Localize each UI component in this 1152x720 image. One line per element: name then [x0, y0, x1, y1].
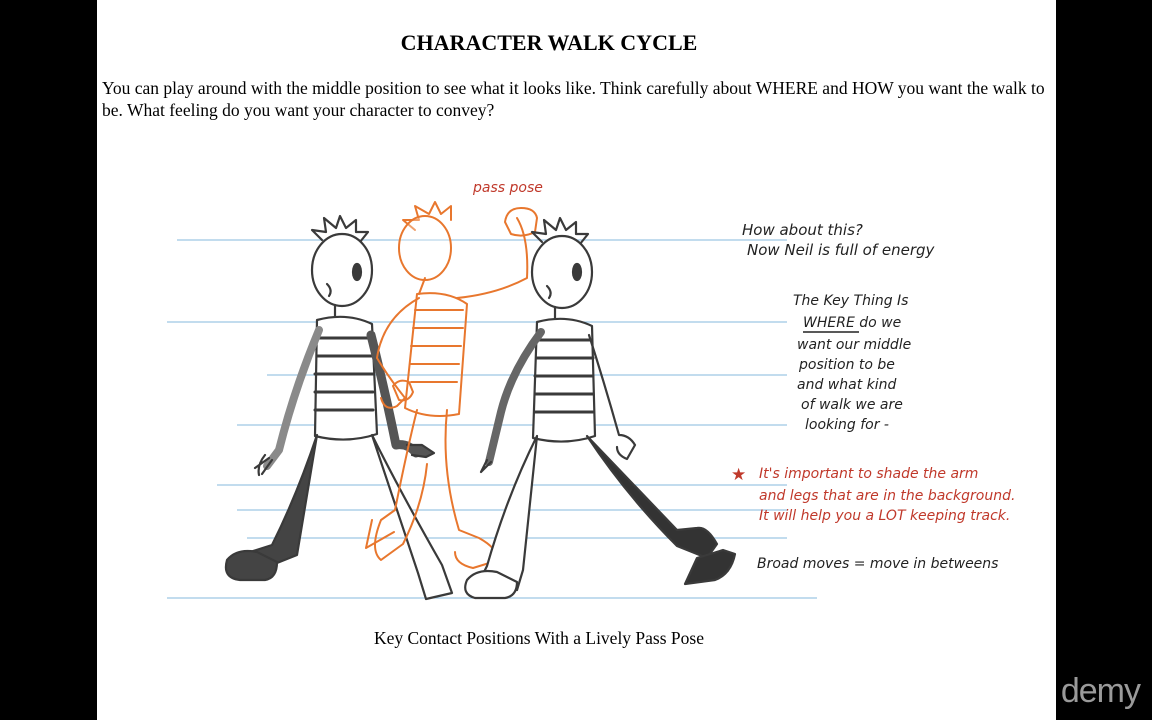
- note-shade: [731, 465, 1015, 524]
- page-title: CHARACTER WALK CYCLE: [400, 30, 698, 55]
- note-shade-line-1: It's important to shade the arm: [759, 466, 979, 482]
- guide-lines: [167, 240, 817, 598]
- note-key-line-3: want our middle: [797, 337, 912, 353]
- note-energy-line-2: Now Neil is full of energy: [747, 241, 935, 259]
- udemy-watermark: demy: [1060, 672, 1140, 710]
- walk-cycle-sketch: [157, 160, 1057, 610]
- right-contact-figure: [465, 218, 735, 598]
- note-shade-line-2: and legs that are in the background.: [759, 488, 1016, 504]
- note-energy-line-1: How about this?: [742, 221, 863, 239]
- note-shade-line-3: It will help you a LOT keeping track.: [759, 508, 1011, 524]
- document-page: [97, 0, 1056, 720]
- note-key-line-6: of walk we are: [801, 397, 903, 413]
- note-key-line-5: and what kind: [797, 377, 897, 393]
- pass-pose-label: pass pose: [473, 180, 543, 196]
- intro-paragraph: You can play around with the middle position to see what it looks like. Think carefully about WHERE and HOW you want the walk to be. What feeling do you want your character to convey?: [102, 78, 1045, 120]
- note-key-line-2: WHERE do we: [803, 315, 902, 331]
- note-key-thing: [793, 293, 911, 433]
- note-key-line-1: The Key Thing Is: [793, 293, 909, 309]
- note-broad-moves: Broad moves = move in betweens: [757, 556, 999, 572]
- note-key-line-4: position to be: [799, 357, 895, 373]
- note-key-line-7: looking for -: [805, 417, 889, 433]
- figure-caption: Key Contact Positions With a Lively Pass Pose: [373, 628, 704, 648]
- star-icon: ★: [731, 465, 747, 485]
